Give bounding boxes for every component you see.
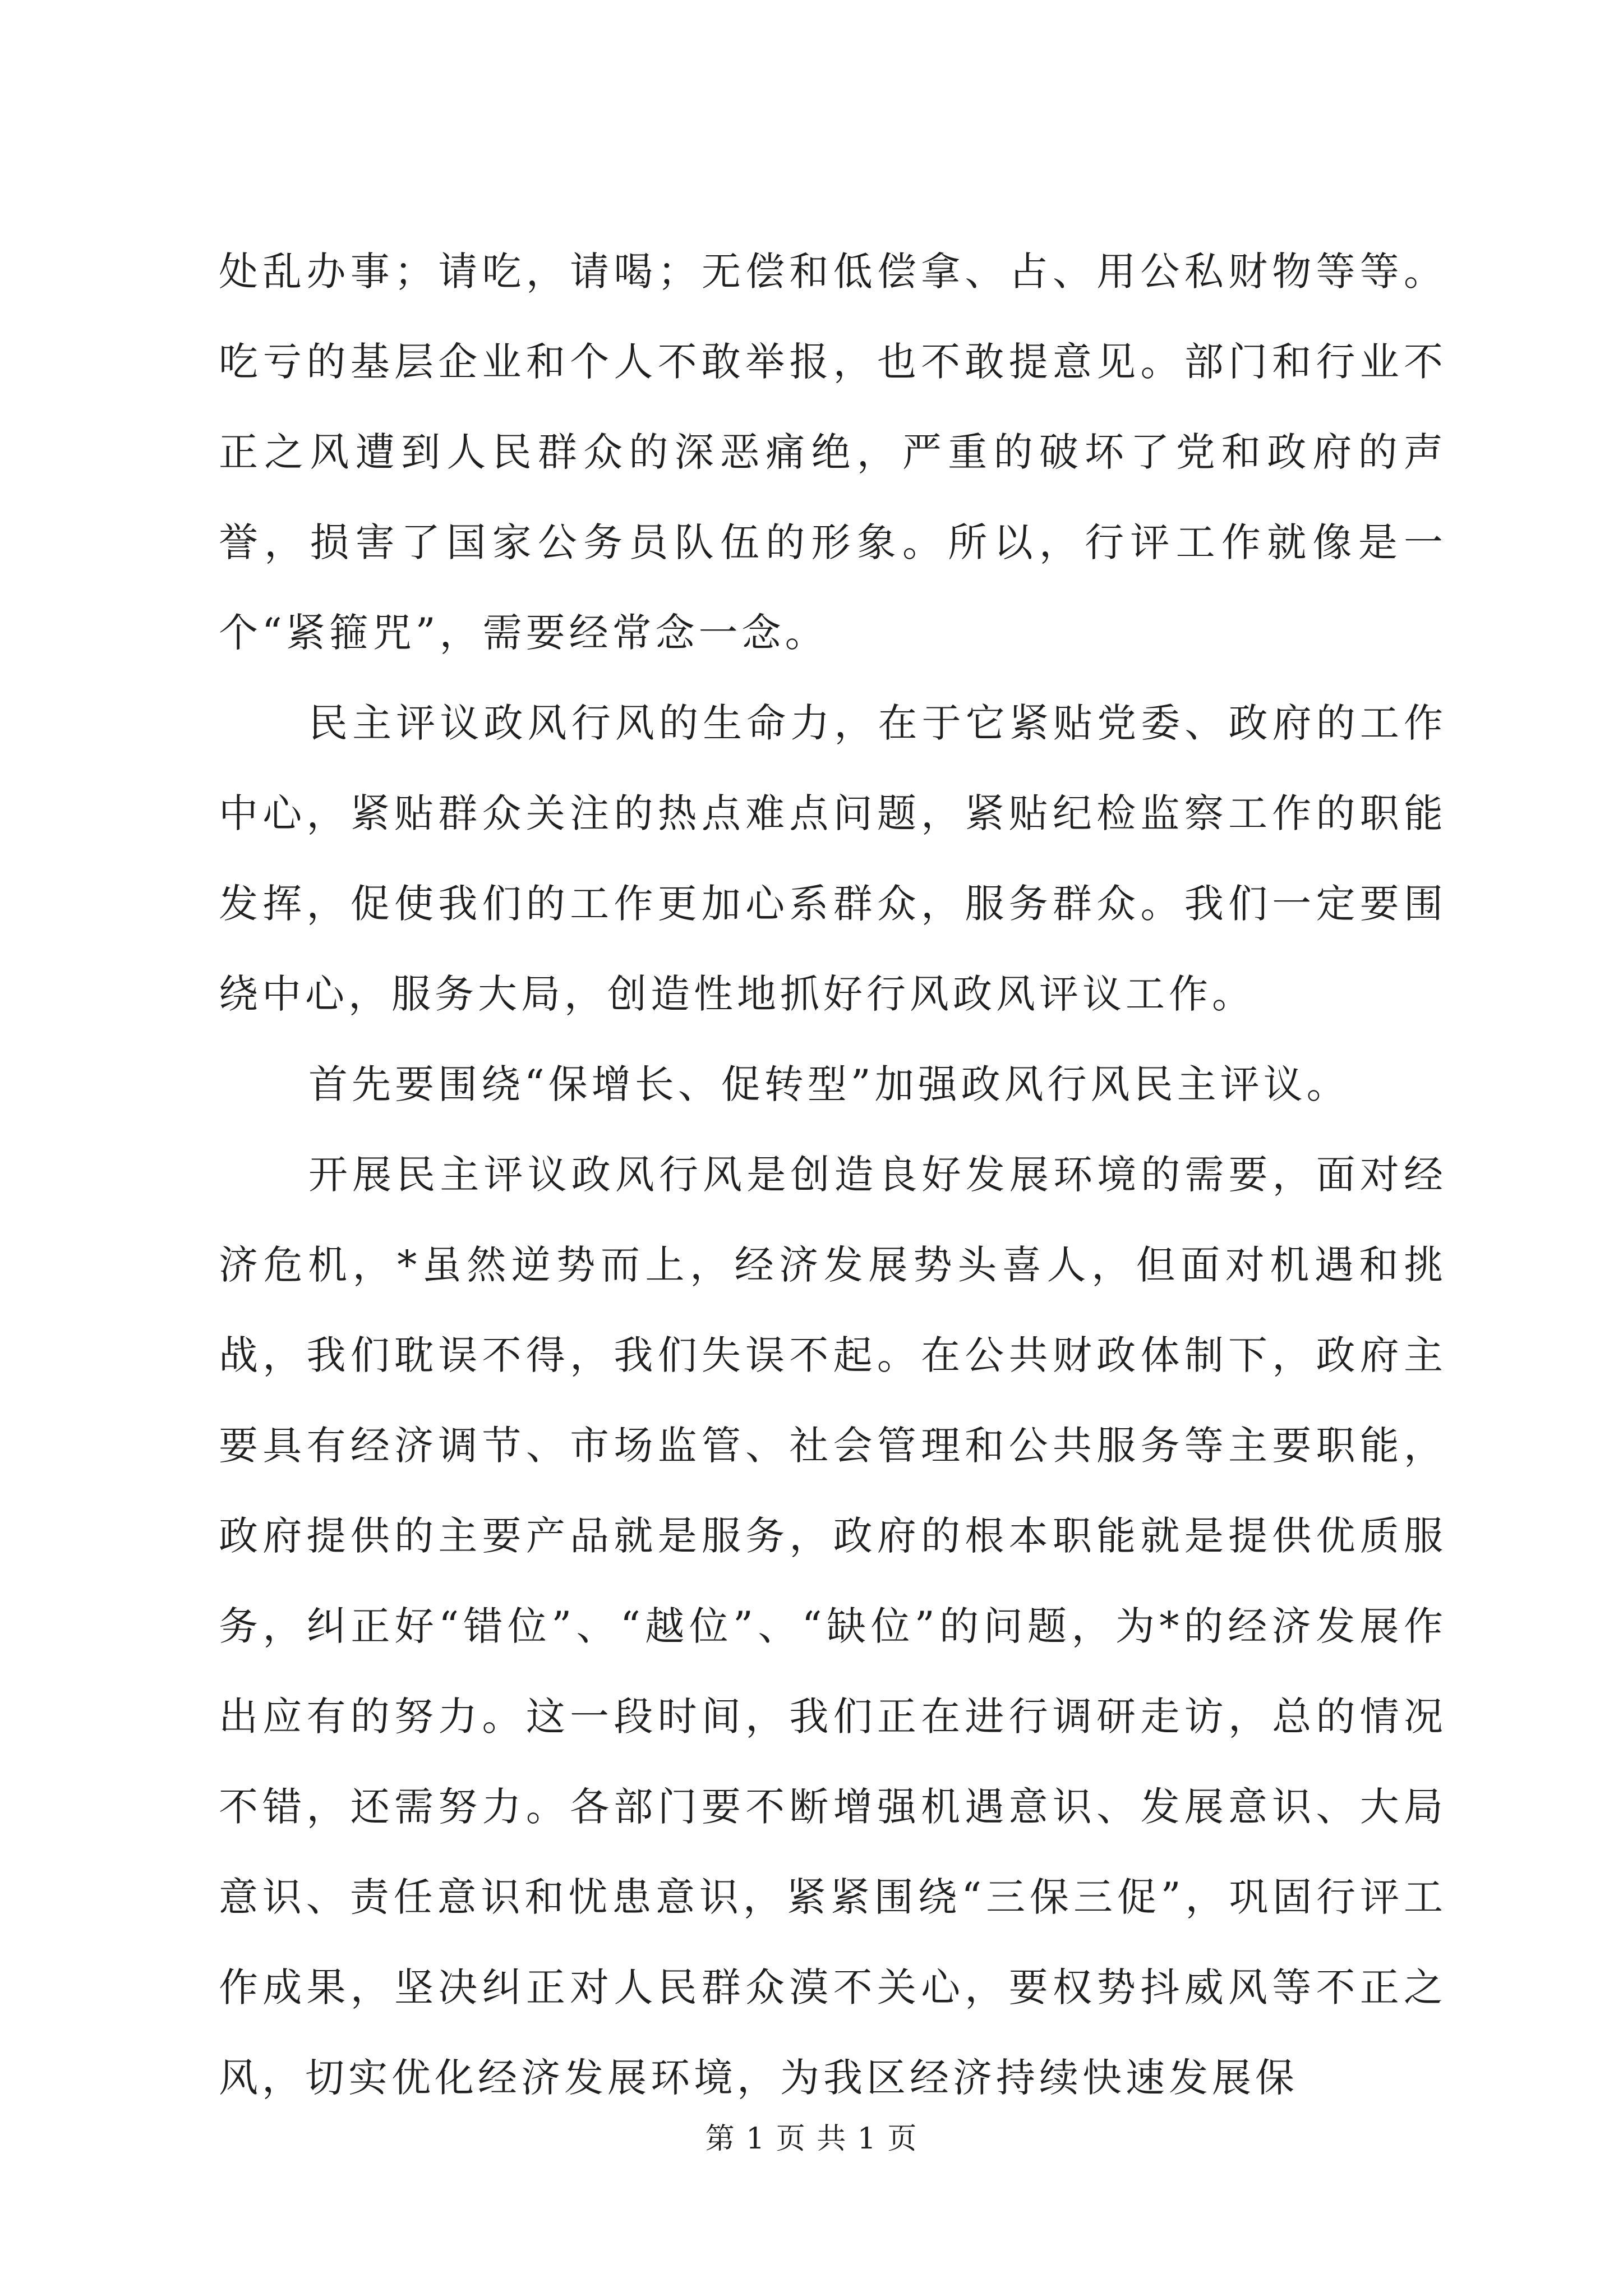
document-body <box>219 227 1447 2123</box>
paragraph-2: 民主评议政风行风的生命力，在于它紧贴党委、政府的工作中心，紧贴群众关注的热点难点问题，紧贴纪检监察工作的职能发挥，促使我们的工作更加心系群众，服务群众。我们一定要围绕中心，服务大局，创造性地抓好行风政风评议工作。 <box>219 700 1447 1017</box>
paragraph-1: 处乱办事；请吃，请喝；无偿和低偿拿、占、用公私财物等等。吃亏的基层企业和个人不敢举报，也不敢提意见。部门和行业不正之风遭到人民群众的深恶痛绝，严重的破坏了党和政府的声誉，损害了国家公务员队伍的形象。所以，行评工作就像是一个“紧箍咒”，需要经常念一念。 <box>219 249 1447 656</box>
paragraph-4: 开展民主评议政风行风是创造良好发展环境的需要，面对经济危机，*虽然逆势而上，经济发展势头喜人，但面对机遇和挑战，我们耽误不得，我们失误不起。在公共财政体制下，政府主要具有经济调节、市场监管、社会管理和公共服务等主要职能，政府提供的主要产品就是服务，政府的根本职能就是提供优质服务，纠正好“错位”、“越位”、“缺位”的问题，为*的经济发展作出应有的努力。这一段时间，我们正在进行调研走访，总的情况不错，还需努力。各部门要不断增强机遇意识、发展意识、大局意识、责任意识和忧患意识，紧紧围绕“三保三促”，巩固行评工作成果，坚决纠正对人民群众漠不关心，要权势抖威风等不正之风，切实优化经济发展环境，为我区经济持续快速发展保 <box>219 1152 1447 2101</box>
page-footer: 第 1 页 共 1 页 <box>705 2122 918 2156</box>
paragraph-3: 首先要围绕“保增长、促转型”加强政风行风民主评议。 <box>308 1061 1350 1107</box>
